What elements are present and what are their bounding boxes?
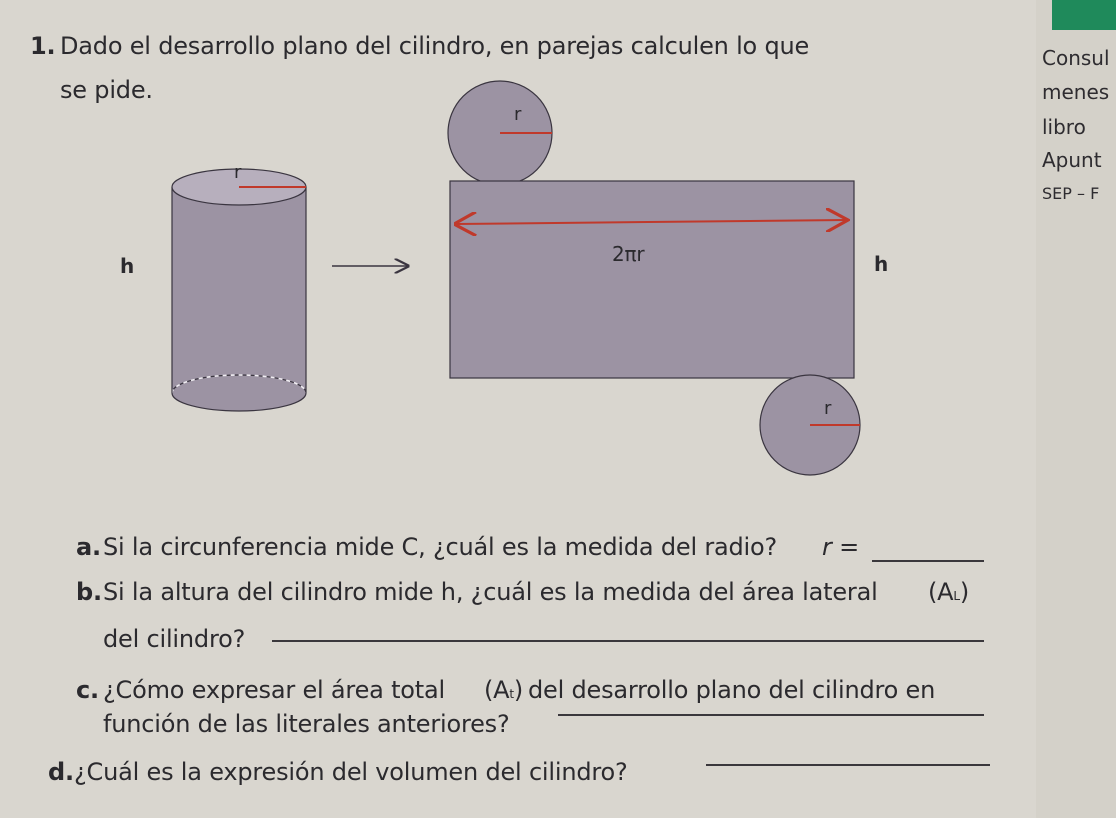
lateral-rectangle xyxy=(450,181,854,378)
answer-line-a[interactable] xyxy=(872,560,984,562)
sidebar-item-consul: Consul xyxy=(1042,46,1110,70)
problem-intro-line1: Dado el desarrollo plano del cilindro, en parejas calculen lo que xyxy=(60,32,810,60)
sidebar-item-menes: menes xyxy=(1042,80,1110,104)
question-a-letter: a. xyxy=(76,533,101,561)
question-c-line1-pre: ¿Cómo expresar el área total xyxy=(103,676,445,704)
question-b-letter: b. xyxy=(76,578,102,606)
cylinder-height-label: h xyxy=(120,254,135,278)
rectangle-height-label: h xyxy=(874,252,889,276)
question-d-text: ¿Cuál es la expresión del volumen del cilindro? xyxy=(74,758,628,786)
question-a-answer-prefix: r = xyxy=(822,533,860,561)
answer-line-c[interactable] xyxy=(558,714,984,716)
answer-line-d[interactable] xyxy=(706,764,990,766)
question-a-text: Si la circunferencia mide C, ¿cuál es la medida del radio? xyxy=(103,533,778,561)
rectangle-width-label: 2πr xyxy=(612,242,645,266)
question-d-letter: d. xyxy=(48,758,74,786)
top-circle-radius-label: r xyxy=(514,104,522,125)
sidebar-item-sep: SEP – F xyxy=(1042,184,1100,203)
problem-intro-line2: se pide. xyxy=(60,76,153,104)
sidebar-color-tab xyxy=(1052,0,1116,30)
sidebar-item-apunt: Apunt xyxy=(1042,148,1102,172)
cylinder xyxy=(172,169,306,411)
question-b-line2: del cilindro? xyxy=(103,625,246,653)
problem-number: 1. xyxy=(30,32,56,60)
sidebar-item-libro: libro xyxy=(1042,115,1086,139)
total-area-symbol: (At) xyxy=(484,676,524,704)
question-c-line1-post: del desarrollo plano del cilindro en xyxy=(528,676,936,704)
top-base-circle xyxy=(448,81,552,185)
bottom-circle-radius-label: r xyxy=(824,398,832,419)
lateral-area-symbol: (AL) xyxy=(928,578,970,606)
question-c-line2: función de las literales anteriores? xyxy=(103,710,510,738)
question-b-line1: Si la altura del cilindro mide h, ¿cuál es la medida del área lateral xyxy=(103,578,878,606)
cylinder-radius-label: r xyxy=(234,162,242,183)
answer-line-b[interactable] xyxy=(272,640,984,642)
bottom-base-circle xyxy=(760,375,860,475)
question-c-letter: c. xyxy=(76,676,99,704)
